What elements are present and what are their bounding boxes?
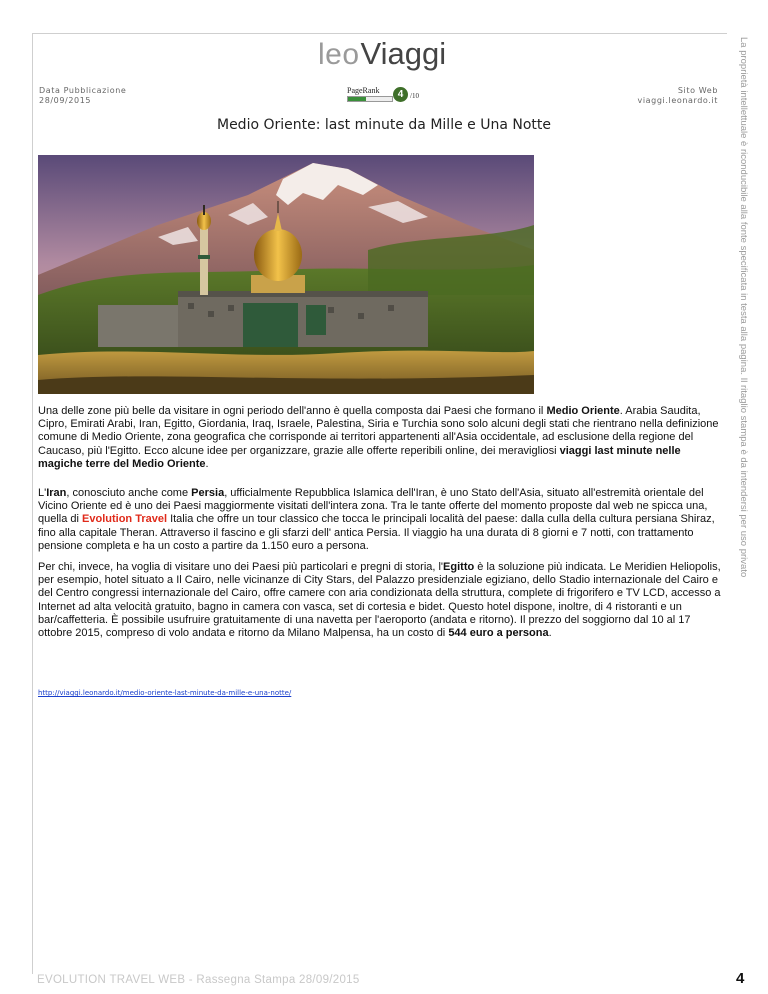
website-info [638, 86, 718, 106]
paragraph-egitto [38, 561, 726, 640]
side-note-text: La proprietà intellettuale è riconducibile alla fonte specificata in testa alla pagina. Il ritaglio stampa è da intendersi per uso privato [738, 37, 749, 578]
publication-date [39, 86, 126, 106]
logo-leo: leo [318, 38, 360, 71]
site-value: viaggi.leonardo.it [637, 96, 718, 105]
p2-segment: L' [38, 487, 47, 499]
p1-segment: . Arabia Saudita, Cipro, Emirati Arabi, Iran, Egitto, Giordania, Iraq, Israele, Palestina, Siria e Turchia sono solo alcuni degli stati che rientrano nella definizione comune di Medio Oriente, zona geografica che corrisponde ai territori appartenenti all'Asia occidentale, ad esclusione della regione del Caucaso, più l'Egitto. Ecco alcune idee per organizzare, grazie alle offerte reperibili online, dei meravigliosi [38, 405, 719, 457]
p1-segment: Una delle zone più belle da visitare in ogni periodo dell'anno è quella composta dai Paesi che formano il [38, 405, 547, 417]
p2-segment: , ufficialmente Repubblica Islamica dell'Iran, è uno Stato dell'Asia, situato all'estremità orientale del Vicino Oriente ed è uno dei Paesi maggiormente visitati dell'intera zona. Tra le tante offerte del momento proposte dal web ne spicca una, quella di [38, 487, 708, 526]
p2-segment: Iran [46, 487, 67, 499]
p2-segment: Evolution Travel [82, 513, 168, 526]
date-label: Data Pubblicazione [39, 86, 127, 95]
p3-segment: 544 euro a persona [448, 627, 549, 640]
leoviaggi-logo [318, 36, 446, 72]
p2-segment: Persia [191, 487, 225, 499]
p3-segment: Egitto [443, 561, 475, 573]
p1-segment: viaggi last minute nelle magiche terre del Medio Oriente [38, 444, 681, 470]
p3-segment: . [548, 627, 552, 640]
copyright-side-note [738, 37, 750, 577]
pagerank-label: PageRank [347, 86, 380, 95]
article-title: Medio Oriente: last minute da Mille e Una Notte [216, 117, 551, 133]
p1-segment: Medio Oriente [546, 405, 620, 417]
page-number: 4 [736, 970, 745, 987]
article-source-link[interactable]: http://viaggi.leonardo.it/medio-oriente-last-minute-da-mille-e-una-notte/ [38, 689, 292, 697]
logo-viaggi: Viaggi [360, 36, 447, 71]
p2-segment: Italia che offre un tour classico che tocca le principali località del paese: dalla culla della cultura persiana Shiraz, fino alla capitale Theran. Attraverso il fascino e gli sfarzi dell' antica Persia. Il viaggio ha una durata di 8 giorni e 7 notti, con trattamento pensione completa e ha un costo a partire da 1.150 euro a persona. [38, 513, 715, 552]
p2-segment: , conosciuto anche come [66, 487, 192, 499]
paragraph-iran [38, 487, 726, 553]
pagerank-bar-fill [348, 97, 366, 101]
pagerank-scale: /10 [410, 92, 419, 100]
pagerank-bar [347, 96, 393, 102]
paragraph-medio-oriente [38, 405, 726, 471]
p1-segment: . [205, 457, 209, 470]
p3-segment: è la soluzione più indicata. Le Meridien Heliopolis, per esempio, hotel situato a Il Cairo, nelle vicinanze di City Stars, del Palazzo presidenziale egiziano, dello Stadio internazionale del Cairo e del Centro congressi internazionale del Cairo, offre camere con aria condizionata della struttura, complete di frigorifero e TV LCD, accesso a Internet ad alta velocità gratuito, bagno in camera con vasca, set di cortesia e bidet. Questo hotel dispone, inoltre, di 4 ristoranti e un bar/caffetteria. È possibile usufruire gratuitamente di una navetta per l'aeroporto (andata e ritorno). Il prezzo del soggiorno dal 10 al 17 ottobre 2015, compreso di volo andata e ritorno da Milano Malpensa, ha un costo di [38, 561, 721, 640]
site-label: Sito Web [677, 86, 718, 95]
p3-segment: Per chi, invece, ha voglia di visitare uno dei Paesi più particolari e pregni di storia, l' [38, 561, 444, 573]
pagerank-value: 4 [393, 87, 408, 102]
date-value: 28/09/2015 [39, 96, 92, 105]
footer-press-review: EVOLUTION TRAVEL WEB - Rassegna Stampa 28/09/2015 [37, 974, 360, 986]
article-photo [38, 155, 534, 394]
pagerank-badge [347, 86, 427, 104]
